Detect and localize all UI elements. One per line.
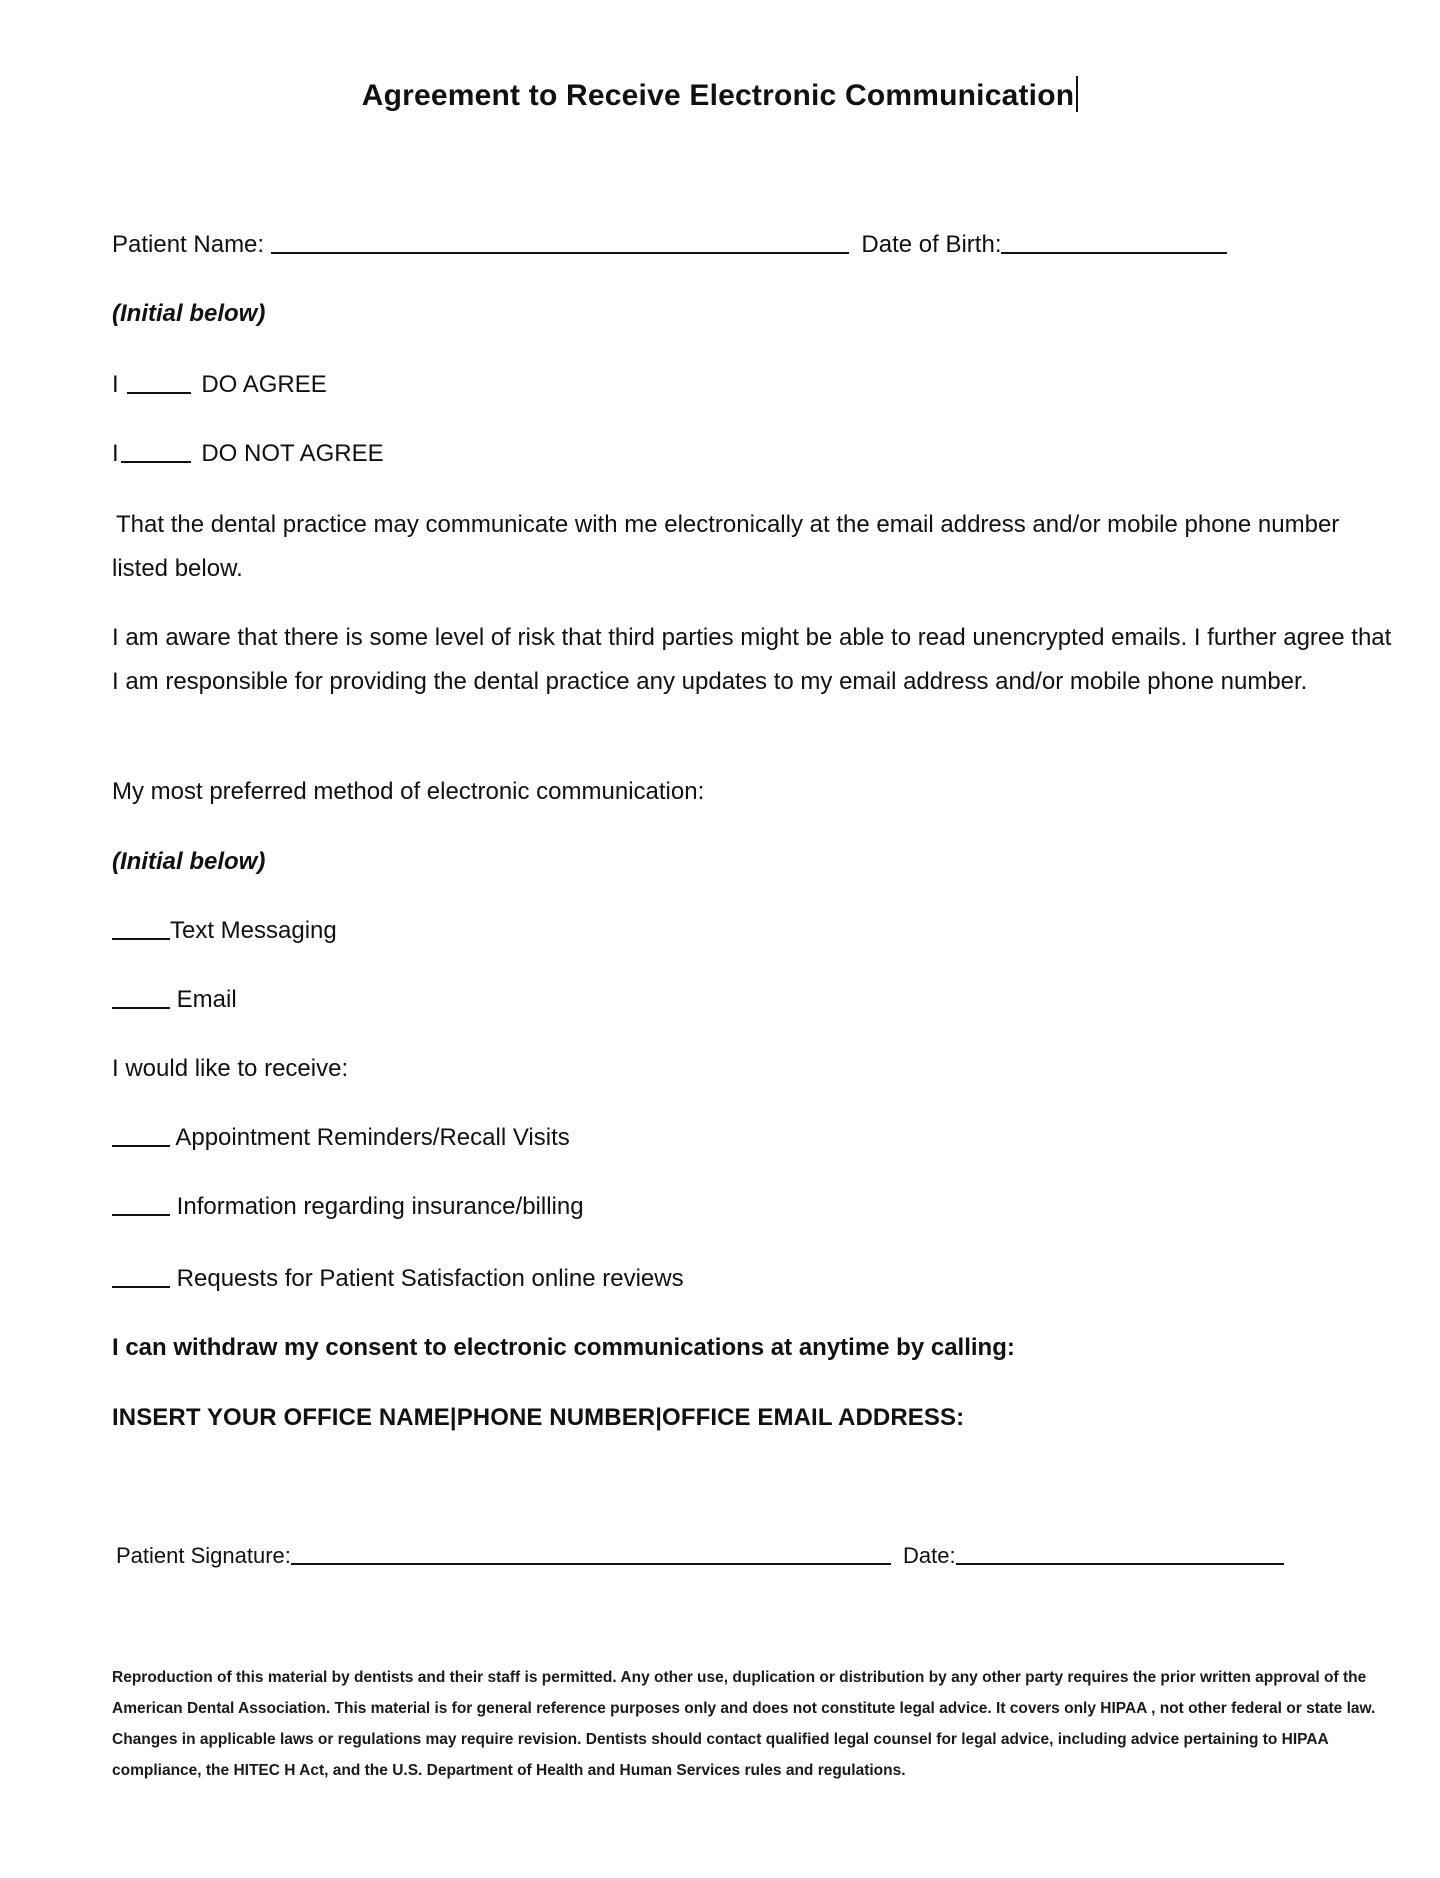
method-option-text [112,914,337,948]
agree-label: DO AGREE [201,371,327,398]
paragraph-risk: I am aware that there is some level of risk that third parties might be able to read unencrypted emails. I further agree that I am responsible for providing the dental practice any updates to my email address and/or mobile phone number. [112,624,1392,695]
agree-prefix: I [112,371,119,398]
agree-line [112,368,327,402]
document-title [0,76,1440,113]
patient-name-label: Patient Name: [112,231,265,258]
receive-option-insurance [112,1190,584,1224]
reminders-label: Appointment Reminders/Recall Visits [175,1124,570,1151]
text-messaging-label: Text Messaging [170,917,337,944]
paragraph-consent: That the dental practice may communicate with me electronically at the email address and/or mobile phone number listed below. [112,511,1340,582]
preferred-method-label: My most preferred method of electronic communication: [112,778,705,805]
patient-name-field[interactable] [271,230,849,254]
receive-option-reviews [112,1262,684,1296]
disagree-initial-field[interactable] [121,439,191,463]
reviews-label: Requests for Patient Satisfaction online reviews [176,1265,684,1292]
insert-office-text: INSERT YOUR OFFICE NAME|PHONE NUMBER|OFFICE EMAIL ADDRESS: [112,1404,965,1431]
disagree-prefix: I [112,440,119,467]
date-label: Date: [903,1543,956,1568]
title-text: Agreement to Receive Electronic Communication [361,79,1075,112]
legal-footer: Reproduction of this material by dentists and their staff is permitted. Any other use, duplication or distribution by any other party requires the prior written approval of the American Dental Association. This material is for general reference purposes only and does not constitute legal advice. It covers only HIPAA , not other federal or state law. Changes in applicable laws or regulations may require revision. Dentists should contact qualified legal counsel for legal advice, including advice pertaining to HIPAA compliance, the HITEC H Act, and the U.S. Department of Health and Human Services rules and regulations. [112,1669,1376,1779]
receive-label: I would like to receive: [112,1055,349,1082]
dob-field[interactable] [1001,230,1227,254]
initial-below-heading-2: (Initial below) [112,848,266,875]
email-label: Email [176,986,237,1013]
dob-label: Date of Birth: [861,231,1002,258]
method-option-email [112,983,237,1017]
withdraw-consent-text: I can withdraw my consent to electronic communications at anytime by calling: [112,1334,1015,1361]
signature-field[interactable] [291,1541,891,1565]
patient-info-line [112,228,1227,262]
agree-initial-field[interactable] [127,370,191,394]
disagree-line [112,437,384,471]
reminders-initial-field[interactable] [112,1123,170,1147]
insurance-initial-field[interactable] [112,1192,170,1216]
text-cursor [1076,76,1078,112]
reviews-initial-field[interactable] [112,1264,170,1288]
disagree-label: DO NOT AGREE [201,440,384,467]
text-messaging-initial-field[interactable] [112,916,170,940]
initial-below-heading-1: (Initial below) [112,300,266,327]
receive-option-reminders [112,1121,570,1155]
signature-label: Patient Signature: [116,1543,291,1568]
date-field[interactable] [956,1541,1284,1565]
insurance-label: Information regarding insurance/billing [176,1193,584,1220]
signature-line [116,1539,1284,1573]
email-initial-field[interactable] [112,985,170,1009]
